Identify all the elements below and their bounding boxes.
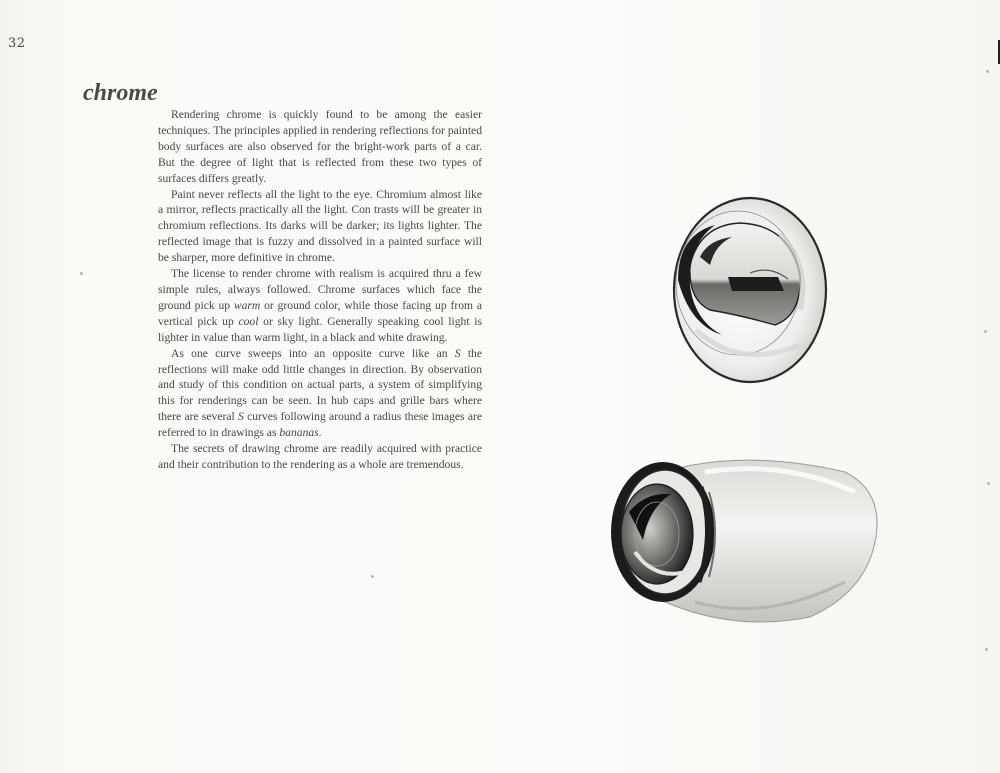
paragraph-text: . xyxy=(318,426,322,440)
page-number: 32 xyxy=(8,36,26,51)
paper-speck xyxy=(984,330,987,333)
emphasis: cool xyxy=(238,314,259,328)
paragraph-text: The secrets of drawing chrome are readily acquired with practice and their contribution to the rendering as a whole are tremendous. xyxy=(158,442,482,471)
emphasis: warm xyxy=(233,298,261,312)
paragraph xyxy=(158,266,482,346)
paper-speck xyxy=(985,648,988,651)
paragraph xyxy=(158,107,482,187)
section-title: chrome xyxy=(83,80,158,106)
body-text xyxy=(158,107,482,473)
paragraph-text: Rendering chrome is quickly found to be among the easier techniques. The principles applied in rendering reflections for painted body surfaces are also observed for the bright-work parts of a car. But the degree of light that is reflected from these two types of surfaces differs greatly. xyxy=(158,108,482,185)
paragraph-text: the reflections will make odd little changes in direction. By observation and study of this condition on actual parts, a system of simplifying this for renderings can be seen. In hub caps and grille bars where there are several xyxy=(158,346,482,424)
paragraph xyxy=(158,441,482,473)
paragraph-text: As one curve sweeps into an opposite curve like an xyxy=(171,346,455,360)
paragraph xyxy=(158,187,482,267)
paragraph-text: The license to render chrome with realism is acquired thru a few simple rules, always followed. Chrome surfaces which face the ground pick up xyxy=(158,267,482,312)
emphasis: S xyxy=(238,410,244,424)
paragraph-text: curves following around a radius these images are referred to in drawings as xyxy=(158,410,482,440)
paragraph-text: Paint never reflects all the light to the eye. Chromium almost like a mirror, reflects practically all the light. Con trasts will be greater in chromium reflections. Its darks will be darker; its lights lighter. The reflected image that is fuzzy and dissolved in a painted surface will be sharper, more definitive in chrome. xyxy=(158,187,482,265)
paper-speck xyxy=(80,272,83,275)
paragraph-text: or sky light. Generally speaking cool light is lighter in value than warm light, in a black and white drawing. xyxy=(158,314,482,344)
paragraph xyxy=(158,346,482,441)
paper-speck xyxy=(371,575,374,578)
hubcap-illustration xyxy=(660,195,830,395)
paper-speck xyxy=(987,482,990,485)
emphasis: bananas xyxy=(279,426,319,440)
paragraph-text: or ground color, while those facing up from a vertical pick up xyxy=(158,298,482,328)
paper-speck xyxy=(986,70,989,73)
headlamp-illustration xyxy=(605,452,890,632)
emphasis: S xyxy=(454,346,461,360)
